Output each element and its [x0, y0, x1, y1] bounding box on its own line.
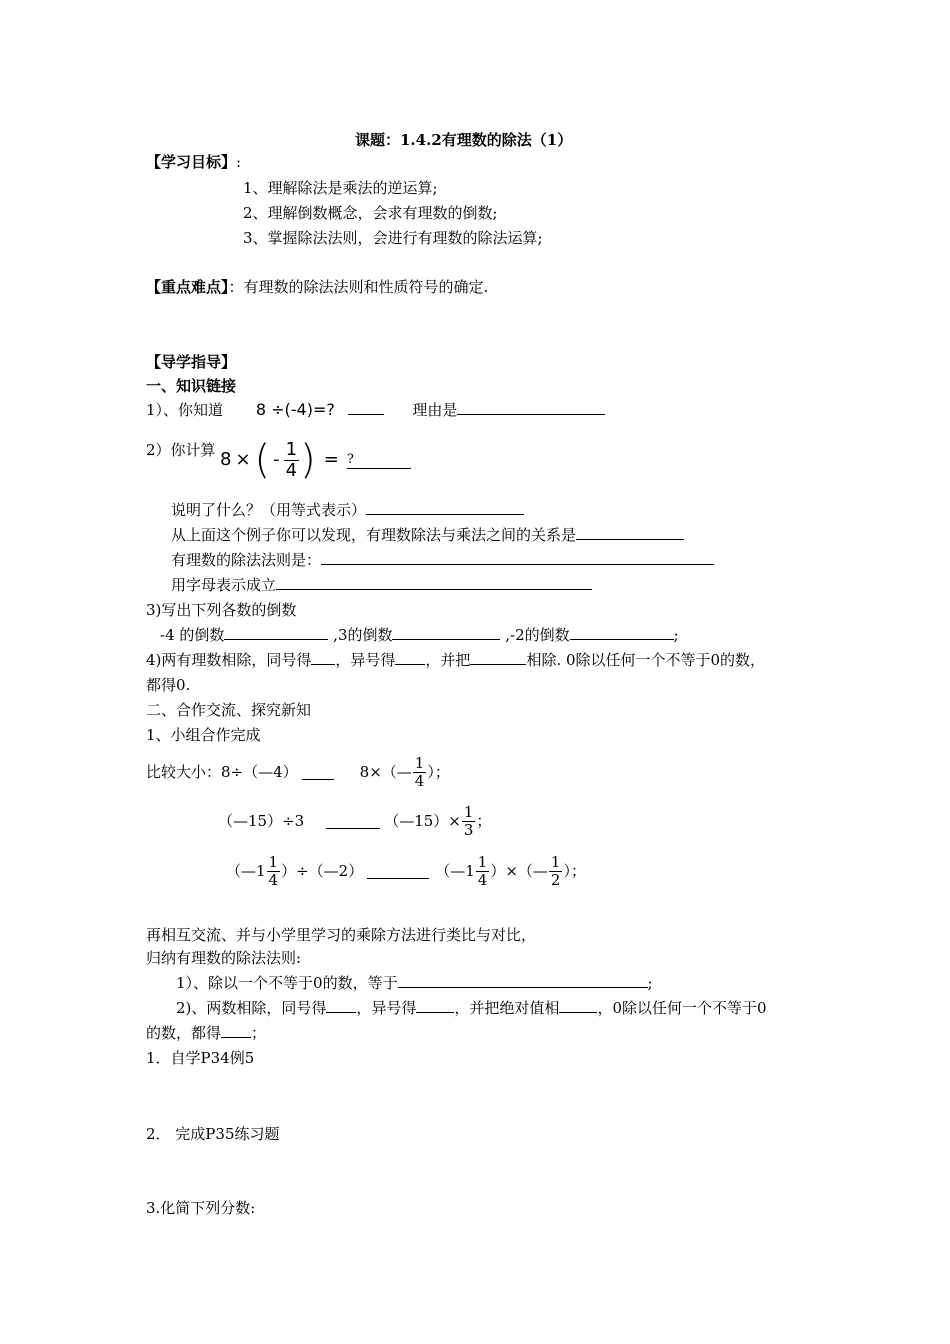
answer-blank[interactable] [457, 400, 605, 415]
compare-text: ）÷（—2） [281, 862, 364, 880]
q2-answer-blank[interactable]: ? [347, 452, 411, 469]
q4-text: 4)两有理数相除，同号得 [146, 651, 312, 669]
objective-item: 1、理解除法是乘法的逆运算; [243, 179, 438, 197]
compare-text: 比较大小：8÷（—4） [146, 763, 298, 781]
answer-blank[interactable] [221, 1023, 251, 1038]
q1-reason-label: 理由是 [412, 401, 458, 419]
fraction-denominator: 2 [550, 870, 561, 889]
q1-prefix: 1）、你知道 [146, 401, 224, 419]
q3-row [160, 625, 679, 645]
compare-text: （—15）÷3 [218, 812, 305, 830]
rule-text: 的数，都得 [146, 1024, 222, 1042]
q4-continued: 都得0. [146, 676, 191, 694]
q2-equals: = [323, 449, 339, 470]
q2-line-text: 用字母表示成立 [171, 576, 277, 594]
fraction-numerator: 1 [285, 438, 298, 460]
section-2-heading: 二、合作交流、探究新知 [146, 701, 312, 719]
fraction [549, 854, 563, 889]
objectives-colon: : [236, 153, 242, 171]
right-paren-icon: ) [300, 437, 316, 483]
q2-line-2 [171, 525, 684, 545]
answer-blank[interactable] [276, 575, 592, 590]
answer-blank[interactable] [348, 400, 384, 415]
q3-a: -4 的倒数 [160, 626, 225, 644]
q4-row [146, 650, 765, 670]
keypoints-row [146, 277, 488, 297]
left-paren-icon: ( [254, 437, 271, 483]
fraction [476, 854, 490, 889]
compare-instruction: 再相互交流、并与小学里学习的乘除方法进行类比与对比， [146, 926, 537, 944]
answer-blank[interactable] [576, 525, 684, 540]
q2-line-3 [171, 550, 714, 570]
q1-expression: 8 ÷(-4)=? [255, 400, 335, 419]
q4-text: 相除. 0除以任何一个不等于0的数， [526, 651, 766, 669]
q3-title: 3)写出下列各数的倒数 [146, 601, 297, 619]
fraction-denominator: 3 [463, 820, 474, 839]
q3-b: ,3的倒数 [333, 626, 393, 644]
answer-blank[interactable] [416, 998, 454, 1013]
q2-line-text: 从上面这个例子你可以发现，有理数除法与乘法之间的关系是 [171, 526, 577, 544]
fraction-numerator: 1 [550, 852, 561, 871]
q2-line-text: 说明了什么？（用等式表示） [171, 501, 367, 519]
rule-text: 2)、两数相除，同号得 [176, 999, 327, 1017]
compare-text: （—1 [435, 862, 475, 880]
q2-minus: - [273, 449, 280, 470]
compare-text: 8×（— [359, 763, 412, 781]
answer-blank[interactable] [559, 998, 597, 1013]
fraction-denominator: 4 [477, 870, 488, 889]
question-1 [146, 400, 605, 420]
q4-text: ，并把 [425, 651, 471, 669]
answer-blank[interactable] [326, 814, 380, 829]
answer-blank[interactable] [570, 625, 674, 640]
fraction-numerator: 1 [463, 802, 474, 821]
q2-times: × [235, 449, 251, 470]
fraction [462, 804, 476, 839]
compare-text: （—15）× [384, 812, 461, 830]
objectives-row [146, 152, 241, 172]
compare-text: ； [476, 812, 492, 830]
self-study-3: 3.化简下列分数: [146, 1199, 256, 1217]
rule-text: ，异号得 [356, 999, 417, 1017]
answer-blank[interactable] [398, 973, 648, 988]
answer-blank[interactable] [302, 765, 334, 780]
compare-row-3 [226, 851, 586, 891]
compare-row-2 [218, 801, 491, 841]
q2-prefix: 2）你计算 [146, 441, 216, 459]
q3-c: ,-2的倒数 [505, 626, 570, 644]
fraction [267, 854, 281, 889]
q2-eight: 8 [220, 449, 232, 470]
answer-blank[interactable] [311, 650, 335, 665]
q2-fraction [284, 440, 299, 481]
answer-blank[interactable] [321, 550, 714, 565]
q2-line-text: 有理数的除法法则是： [171, 551, 322, 569]
q2-line-1 [171, 500, 524, 520]
fraction-numerator: 1 [414, 753, 425, 772]
subsection-1: 1、小组合作完成 [146, 726, 261, 744]
fraction [413, 755, 427, 790]
compare-text: ）； [563, 862, 586, 880]
answer-blank[interactable] [392, 625, 500, 640]
fraction-denominator: 4 [414, 771, 425, 790]
answer-blank[interactable] [366, 500, 524, 515]
rule-text: ； [251, 1024, 267, 1042]
rule-1 [176, 973, 653, 993]
rule-2 [176, 998, 767, 1018]
rule-text: ; [647, 974, 653, 992]
compare-text: ）×（— [490, 862, 548, 880]
q4-text: ，异号得 [335, 651, 396, 669]
fraction-denominator: 4 [268, 870, 279, 889]
keypoints-heading: 【重点难点】 [146, 278, 229, 296]
objective-item: 2、理解倒数概念，会求有理数的倒数; [243, 204, 498, 222]
answer-blank[interactable] [470, 650, 526, 665]
guide-heading: 【导学指导】 [146, 353, 237, 371]
rule-text: ，0除以任何一个不等于0 [597, 999, 767, 1017]
induce-heading: 归纳有理数的除法法则: [146, 949, 302, 967]
rule-text: 1）、除以一个不等于0的数，等于 [176, 974, 398, 992]
compare-row-1 [146, 752, 450, 792]
self-study-1: 1．自学P34例5 [146, 1049, 255, 1067]
compare-text: ）； [427, 763, 450, 781]
keypoints-text: ：有理数的除法法则和性质符号的确定. [228, 278, 489, 296]
compare-text: （—1 [226, 862, 266, 880]
answer-blank[interactable] [395, 650, 425, 665]
q3-end: ; [673, 626, 679, 644]
objective-item: 3、掌握除法法则，会进行有理数的除法运算; [243, 229, 543, 247]
answer-blank[interactable] [326, 998, 356, 1013]
page-title: 课题：1.4.2有理数的除法（1） [355, 131, 573, 149]
fraction-denominator: 4 [285, 459, 298, 481]
self-study-2: 2． 完成P35练习题 [146, 1125, 280, 1143]
section-1-heading: 一、知识链接 [146, 377, 237, 395]
objectives-heading: 【学习目标】 [146, 153, 237, 171]
q2-expression [220, 433, 411, 487]
fraction-numerator: 1 [268, 852, 279, 871]
q2-line-4 [171, 575, 592, 595]
answer-blank[interactable] [224, 625, 328, 640]
rule-text: ，并把绝对值相 [454, 999, 560, 1017]
fraction-numerator: 1 [477, 852, 488, 871]
rule-2-continued [146, 1023, 266, 1043]
answer-blank[interactable] [367, 864, 429, 879]
